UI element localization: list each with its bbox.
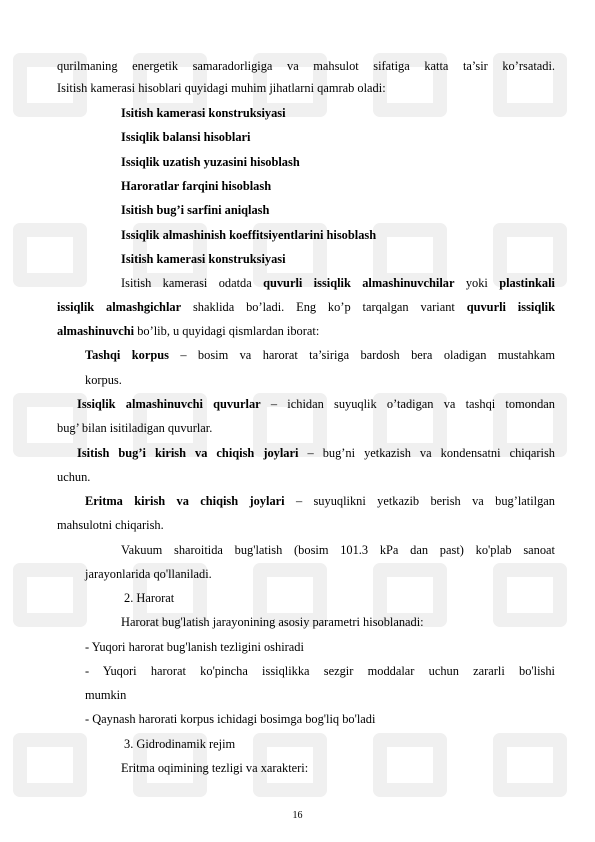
aspect-item: Isitish kamerasi konstruksiyasi: [121, 106, 286, 120]
intro-line-1: qurilmaning energetik samaradorligiga va mahsulot sifatiga katta ta’sir ko’rsatadi.: [57, 59, 555, 73]
vacuum-line-1: Vakuum sharoitida bug'latish (bosim 101.3 kPa dan past) ko'plab sanoat: [121, 543, 555, 557]
part-outer-shell: Tashqi korpus – bosim va harorat ta’siriga bardosh bera oladigan mustahkam: [85, 348, 555, 362]
section-heading: Isitish kamerasi konstruksiyasi: [121, 252, 286, 266]
part-heat-exchanger-tubes: Issiqlik almashinuvchi quvurlar – ichidan suyuqlik o’tadigan va tashqi tomondan: [77, 397, 555, 411]
intro-line-2: Isitish kamerasi hisoblari quyidagi muhim jihatlarni qamrab oladi:: [57, 81, 386, 95]
section-paragraph-line-3: almashinuvchi bo’lib, u quyidagi qismlardan iborat:: [57, 324, 320, 338]
gidro-heading: 3. Gidrodinamik rejim: [124, 737, 236, 751]
harorat-bullet-2: - Yuqori harorat ko'pincha issiqlikka sezgir moddalar uchun zararli bo'lishi: [85, 664, 555, 678]
section-paragraph-line-2: issiqlik almashgichlar shaklida bo’ladi. Eng ko’p tarqalgan variant quvurli issiqlik: [57, 300, 556, 314]
part-outer-shell-cont: korpus.: [85, 373, 122, 387]
vacuum-line-2: jarayonlarida qo'llaniladi.: [85, 567, 212, 581]
harorat-intro: Harorat bug'latish jarayonining asosiy parametri hisoblanadi:: [121, 615, 424, 629]
part-steam-inlet-outlet: Isitish bug’i kirish va chiqish joylari – bug’ni yetkazish va kondensatni chiqarish: [77, 446, 555, 460]
harorat-bullet-3: - Qaynash harorati korpus ichidagi bosimga bog'liq bo'ladi: [85, 712, 376, 726]
aspect-item: Isitish bug’i sarfini aniqlash: [121, 203, 270, 217]
aspect-item: Issiqlik balansi hisoblari: [121, 130, 251, 144]
aspect-item: Issiqlik almashinish koeffitsiyentlarini hisoblash: [121, 228, 377, 242]
page-number: 16: [292, 810, 303, 821]
section-paragraph-line-1: Isitish kamerasi odatda quvurli issiqlik almashinuvchilar yoki plastinkali: [121, 276, 555, 290]
part-solution-inlet-outlet: Eritma kirish va chiqish joylari – suyuqlikni yetkazib berish va bug’latilgan: [85, 494, 555, 508]
part-heat-exchanger-tubes-cont: bug’ bilan isitiladigan quvurlar.: [57, 421, 213, 435]
part-solution-inlet-outlet-cont: mahsulotni chiqarish.: [57, 518, 164, 532]
gidro-intro: Eritma oqimining tezligi va xarakteri:: [121, 761, 309, 775]
harorat-bullet-1: - Yuqori harorat bug'lanish tezligini oshiradi: [85, 640, 304, 654]
aspect-item: Haroratlar farqini hisoblash: [121, 179, 272, 193]
harorat-bullet-2-cont: mumkin: [85, 688, 127, 702]
part-steam-inlet-outlet-cont: uchun.: [57, 470, 91, 484]
harorat-heading: 2. Harorat: [124, 591, 175, 605]
aspect-item: Issiqlik uzatish yuzasini hisoblash: [121, 155, 300, 169]
